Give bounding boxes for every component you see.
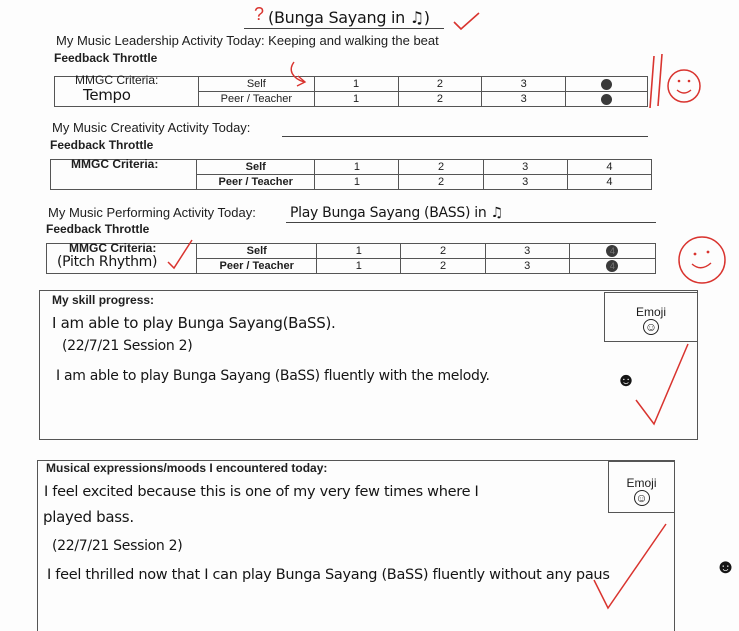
expressions-checkmark — [592, 520, 672, 612]
expressions-line-2: played bass. — [43, 508, 134, 526]
performing-peer-4[interactable] — [569, 259, 655, 274]
leadership-self-4[interactable] — [566, 77, 648, 92]
expressions-line-1: I feel excited because this is one of my very few times where I — [44, 484, 479, 500]
creativity-self-2[interactable]: 2 — [399, 160, 483, 175]
creativity-feedback-label: Feedback Throttle — [50, 138, 154, 152]
skill-emoji-box — [604, 292, 698, 342]
creativity-peer-1[interactable]: 1 — [315, 175, 399, 190]
skill-line-3-smiley-icon: ☻ — [616, 370, 636, 391]
performing-self-2[interactable]: 2 — [401, 244, 485, 259]
performing-throttle-table — [46, 243, 656, 274]
expressions-emoji-label: Emoji — [626, 476, 657, 490]
leadership-self-2[interactable]: 2 — [398, 77, 482, 92]
performing-self-4[interactable] — [569, 244, 655, 259]
table-row — [55, 77, 648, 92]
creativity-peer-4[interactable]: 4 — [567, 175, 651, 190]
creativity-heading: My Music Creativity Activity Today: — [52, 120, 251, 135]
expressions-heading: Musical expressions/moods I encountered today: — [46, 461, 328, 475]
table-row — [47, 244, 656, 259]
expressions-line-4-smiley-icon: ☻ — [715, 556, 737, 578]
creativity-self-label: Self — [197, 160, 315, 175]
performing-self-label: Self — [197, 244, 317, 259]
teacher-smiley-icon — [674, 232, 730, 288]
creativity-peer-2[interactable]: 2 — [399, 175, 483, 190]
leadership-peer-1[interactable]: 1 — [314, 92, 398, 107]
creativity-criteria-cell — [51, 157, 197, 190]
leadership-criteria-value: Tempo — [83, 86, 131, 104]
creativity-answer-line — [282, 136, 648, 137]
expressions-line-4: I feel thrilled now that I can play Bunga Sayang (BaSS) fluently without any paus — [47, 567, 610, 583]
skill-line-3: I am able to play Bunga Sayang (BaSS) fluently with the melody. — [56, 368, 490, 384]
creativity-criteria-label: MMGC Criteria: — [71, 157, 159, 171]
performing-peer-1[interactable]: 1 — [317, 259, 401, 274]
skill-line-2: (22/7/21 Session 2) — [62, 338, 193, 354]
skill-progress-heading: My skill progress: — [52, 293, 155, 307]
expressions-line-3: (22/7/21 Session 2) — [52, 538, 183, 554]
leadership-self-label: Self — [198, 77, 314, 92]
creativity-peer-3[interactable]: 3 — [483, 175, 567, 190]
performing-feedback-label: Feedback Throttle — [46, 222, 150, 236]
creativity-self-4[interactable]: 4 — [567, 160, 651, 175]
performing-answer-line — [286, 222, 656, 223]
title-underline — [244, 28, 444, 29]
leadership-throttle-table — [54, 73, 648, 107]
title-question-mark: ? — [254, 4, 265, 24]
creativity-throttle-table — [50, 159, 652, 190]
table-row — [51, 160, 652, 175]
skill-line-1: I am able to play Bunga Sayang(BaSS). — [52, 314, 336, 332]
creativity-peer-label: Peer / Teacher — [197, 175, 315, 190]
smiley-icon: ☺ — [644, 320, 658, 334]
filled-circle-icon: 4 — [606, 260, 618, 272]
leadership-heading: My Music Leadership Activity Today: Keeping and walking the beat — [56, 33, 439, 48]
leadership-self-1[interactable]: 1 — [314, 77, 398, 92]
leadership-criteria-cell — [55, 73, 199, 107]
criteria-checkmark — [166, 236, 196, 272]
performing-heading: My Music Performing Activity Today: — [48, 205, 256, 220]
smiley-icon: ☺ — [635, 491, 648, 505]
arrow-down-icon — [286, 60, 312, 90]
performing-self-1[interactable]: 1 — [317, 244, 401, 259]
teacher-smiley-annotation — [646, 46, 706, 116]
filled-circle-icon — [601, 79, 612, 90]
worksheet-title: (Bunga Sayang in ♫) — [268, 8, 430, 27]
performing-peer-label: Peer / Teacher — [197, 259, 317, 274]
expressions-emoji-box — [608, 461, 675, 513]
skill-progress-box — [39, 290, 698, 440]
creativity-self-1[interactable]: 1 — [315, 160, 399, 175]
performing-activity-value: Play Bunga Sayang (BASS) in ♫ — [290, 205, 503, 221]
skill-emoji-label: Emoji — [635, 305, 666, 319]
performing-criteria-value: (Pitch Rhythm) — [57, 254, 158, 270]
leadership-peer-2[interactable]: 2 — [398, 92, 482, 107]
performing-self-3[interactable]: 3 — [485, 244, 569, 259]
performing-peer-2[interactable]: 2 — [401, 259, 485, 274]
leadership-peer-label: Peer / Teacher — [198, 92, 314, 107]
performing-criteria-label: MMGC Criteria: — [69, 241, 157, 255]
leadership-peer-3[interactable]: 3 — [482, 92, 566, 107]
leadership-peer-4[interactable] — [566, 92, 648, 107]
filled-circle-icon: 4 — [606, 245, 618, 257]
filled-circle-icon — [601, 94, 612, 105]
leadership-feedback-label: Feedback Throttle — [54, 51, 158, 65]
leadership-self-3[interactable]: 3 — [482, 77, 566, 92]
performing-peer-3[interactable]: 3 — [485, 259, 569, 274]
creativity-self-3[interactable]: 3 — [483, 160, 567, 175]
skill-checkmark — [634, 340, 690, 430]
title-checkmark — [452, 10, 482, 32]
leadership-criteria-label: MMGC Criteria: — [75, 73, 159, 87]
